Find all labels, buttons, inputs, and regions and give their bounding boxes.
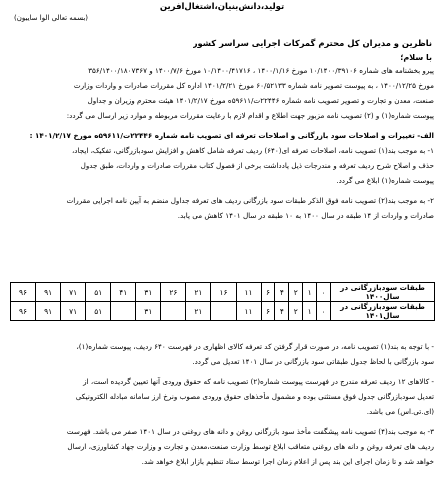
note-line-1: - با توجه به بند(۱) تصویب نامه، در صورت قرار گرفتن کد تعرفه کالای اظهاری در فهرست ۶۴۰ ردیف، پیوست شماره(۱)، <box>76 342 434 351</box>
note-line-2: سود بازرگانی با لحاظ جدول طبقاتی سود بازرگانی در سال ۱۴۰۱ تعدیل می گردد. <box>192 357 434 366</box>
table-cell: ۱۶ <box>211 283 236 302</box>
note-line-8: خواهد شد و تا زمان اجرای این بند پس از اعلام زمان اجرا توسط ستاد تنظیم بازار ابلاغ خواهد شد. <box>141 457 434 466</box>
table-cell: ۹۶ <box>11 302 36 321</box>
note-line-3: - کالاهای ۱۲ ردیف تعرفه مندرج در فهرست پیوست شماره(۲) تصویب نامه که حقوق ورودی آنها تعیین گردیده است، از <box>83 377 434 386</box>
table-cell: ۵۱ <box>86 302 111 321</box>
table-row <box>11 283 435 302</box>
body-line-9: ۲- به موجب بند(۲) تصویب نامه فوق الذکر طبقات سود بازرگانی ردیف های تعرفه جداول منضم به آیین نامه اجرایی مقررات <box>66 196 434 205</box>
table-cell: ۴ <box>275 283 289 302</box>
note-line-7: ردیف های تعرفه روغن و دانه های روغنی متعاقب ابلاغ توسط وزارت صنعت،معدن و تجارت و وزارت جهاد کشاورزی، ارسال <box>67 442 434 451</box>
table-cell <box>111 302 136 321</box>
table-cell: ۹۶ <box>11 283 36 302</box>
table-cell: ۱۱ <box>236 302 261 321</box>
table-cell: ۰ <box>317 302 331 321</box>
table-cell <box>211 302 236 321</box>
body-line-8: پیوست شماره(۱) ابلاغ می گردد. <box>336 176 434 185</box>
rates-table <box>10 282 435 321</box>
table-cell: ۰ <box>317 283 331 302</box>
note-line-6: ۳- به موجب بند(۴) تصویب نامه پیشگفت مأخذ سود بازرگانی روغن و دانه های روغنی در سال ۱۴۰۱ صفر می باشد. فهرست <box>66 427 434 436</box>
addressee: ناظرین و مدیران کل محترم گمرکات اجرایی سراسر کشور <box>192 38 432 48</box>
header-title: تولید،دانش‌بنیان،اشتغال‌آفرین <box>159 2 285 12</box>
table-cell: ۳۱ <box>136 302 161 321</box>
row-label-1401: طبقات سودبازرگانی در سال۱۴۰۱ <box>331 302 435 321</box>
body-line-10: صادرات و واردات از ۱۴ طبقه در سال ۱۴۰۰ به ۱۰ طبقه در سال ۱۴۰۱ کاهش می یابد. <box>177 211 434 220</box>
table-cell: ۷۱ <box>61 302 86 321</box>
table-cell: ۱ <box>303 283 317 302</box>
table-cell: ۴۱ <box>111 283 136 302</box>
table-cell: ۲۱ <box>186 302 211 321</box>
note-line-4: تعدیل سودبازرگانی جدول فوق مستثنی بوده و مشمول مأخذهای حقوق ورودی مصوب ونرخ ارز سامانه مبادله الکترونیکی <box>75 392 434 401</box>
table-cell: ۲ <box>289 283 303 302</box>
greeting: با سلام؛ <box>400 53 432 62</box>
table-cell: ۹۱ <box>36 302 61 321</box>
body-line-1: پیرو بخشنامه های شماره ۱۰/۱۴۰۰/۳۹۱۰۶ مورخ ۱۴۰۰/۱/۱۶ ، ۱۰/۱۴۰۰/۴۱۷۱۶ مورخ ۱۴۰۰/۷/۶ و ۳۵۶/۱۴۰۰/۱۸۰۷۳۶۷ <box>88 66 434 75</box>
table-cell: ۶ <box>261 283 275 302</box>
section-a-heading: الف- تغییرات و اصلاحات سود بازرگانی و اصلاحات تعرفه ای تصویب نامه شماره ۲۲۴۴۶ت/۵۹۶۱۱ه مورخ ۱۴۰۱/۲/۱۷ : <box>29 131 434 140</box>
body-line-6: ۱- به موجب بند(۱) تصویب نامه، اصلاحات تعرفه ای(۶۴۰) ردیف تعرفه شامل کاهش و افزایش سودبازرگانی، تفکیک، ایجاد، <box>71 146 434 155</box>
table-cell: ۱ <box>303 302 317 321</box>
table-cell <box>161 302 186 321</box>
table-row <box>11 302 435 321</box>
table-cell: ۲ <box>289 302 303 321</box>
table-cell: ۶ <box>261 302 275 321</box>
table-cell: ۵۱ <box>86 283 111 302</box>
table-cell: ۱۱ <box>236 283 261 302</box>
table-cell: ۲۶ <box>161 283 186 302</box>
table-cell: ۴ <box>275 302 289 321</box>
body-line-2: مورخ ۱۴۰۰/۱۲/۲۵ ، به پیوست تصویر نامه شماره ۶۰/۵۲۱۳۳ مورخ ۱۴۰۱/۲/۲۱ اداره کل مقررات صادرات و واردات وزارت <box>73 81 434 90</box>
body-line-3: صنعت، معدن و تجارت و تصویر تصویب نامه شماره ۲۲۴۴۶ت/۵۹۶۱۱ه مورخ ۱۴۰۱/۲/۱۷ هیئت محترم وزیران و جداول <box>87 96 434 105</box>
table-cell: ۲۱ <box>186 283 211 302</box>
table-cell: ۹۱ <box>36 283 61 302</box>
body-line-4: پیوست شماره(۱) و (۲) تصویب نامه مزبور جهت اطلاع و اقدام لازم با رعایت مقررات مربوطه و موارد زیر ارسال می گردد: <box>66 111 434 120</box>
note-line-5: (ای.تی.اس) می باشد. <box>366 407 434 416</box>
header-slogan: (بسمه تعالی الوا ساییون) <box>14 14 89 22</box>
body-line-7: حذف و اصلاح شرح ردیف تعرفه و مندرجات ذیل یادداشت برخی از فصول کتاب مقررات صادرات و واردات، طبق جدول <box>80 161 434 170</box>
table-cell: ۳۱ <box>136 283 161 302</box>
row-label-1400: طبقات سودبازرگانی در سال۱۴۰۰ <box>331 283 435 302</box>
table-cell: ۷۱ <box>61 283 86 302</box>
